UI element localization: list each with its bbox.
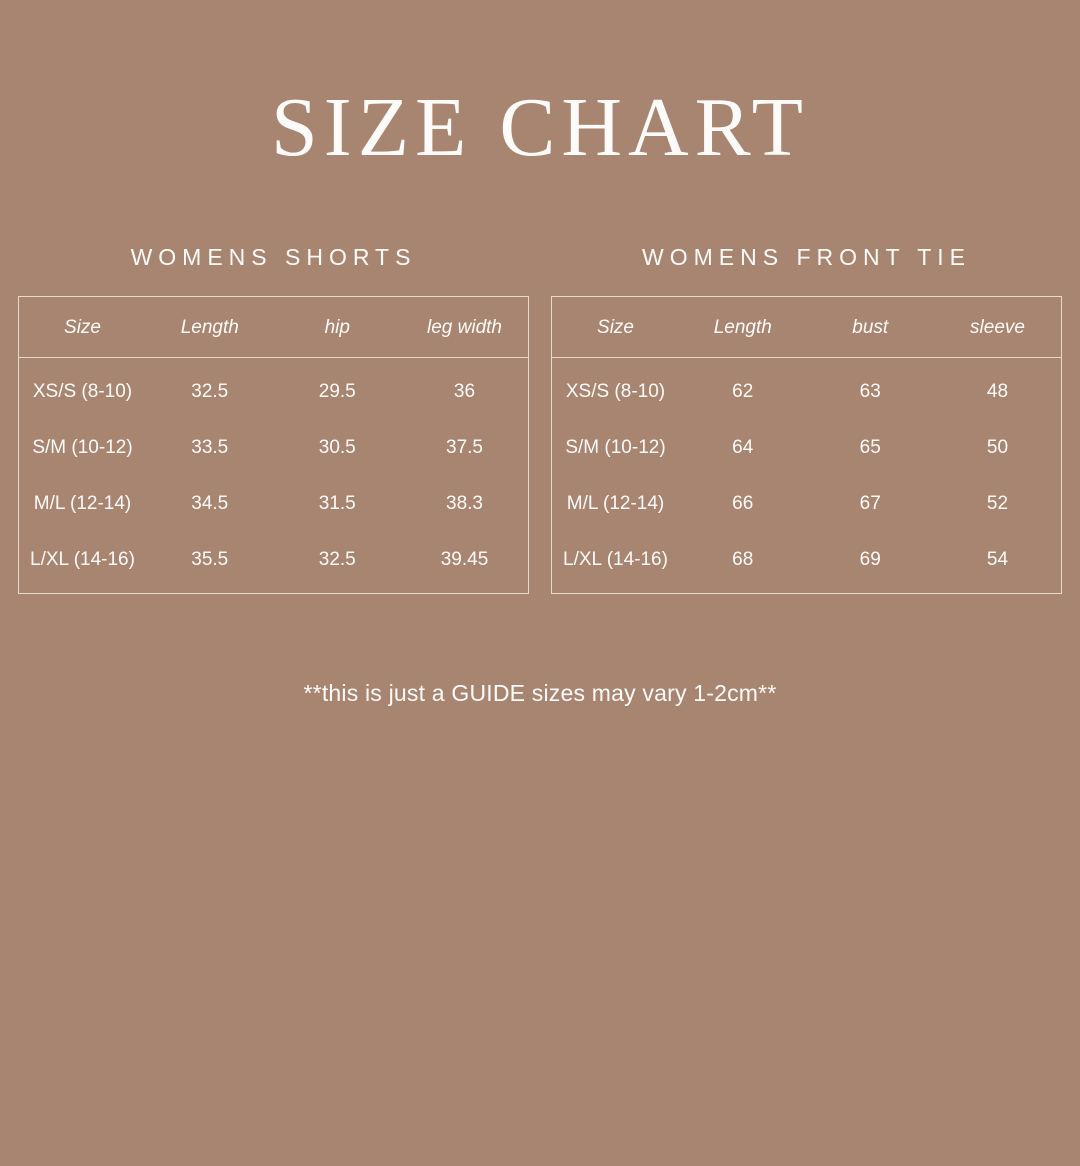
page-title: SIZE CHART — [271, 81, 809, 174]
cell-size: S/M (10-12) — [565, 437, 666, 458]
cell-leg-width: 36 — [453, 381, 476, 402]
cell-size: M/L (12-14) — [566, 493, 665, 514]
column-header-bust: bust — [807, 297, 935, 358]
table-body-shorts — [19, 358, 529, 594]
cell-size: L/XL (14-16) — [563, 549, 668, 570]
cell-hip: 31.5 — [318, 493, 356, 514]
cell-length: 33.5 — [191, 437, 229, 458]
cell-leg-width: 37.5 — [446, 437, 483, 458]
cell-size: S/M (10-12) — [32, 437, 133, 458]
column-header-length: Length — [146, 297, 274, 358]
cell-length: 64 — [732, 437, 754, 458]
cell-hip: 30.5 — [318, 437, 356, 458]
column-header-leg-width: leg width — [401, 297, 529, 358]
cell-size: XS/S (8-10) — [32, 381, 133, 402]
table-row — [19, 532, 529, 594]
cell-hip: 32.5 — [318, 549, 356, 570]
column-header-hip: hip — [274, 297, 402, 358]
table-header-shorts — [19, 297, 529, 358]
table-body-front-tie — [552, 358, 1062, 594]
cell-length: 62 — [732, 381, 754, 402]
cell-sleeve: 50 — [986, 437, 1009, 458]
cell-bust: 65 — [859, 437, 881, 458]
cell-size: XS/S (8-10) — [565, 381, 666, 402]
cell-size: M/L (12-14) — [33, 493, 132, 514]
cell-bust: 69 — [859, 549, 881, 570]
column-header-sleeve: sleeve — [934, 297, 1062, 358]
table-header-row — [552, 297, 1062, 358]
table-row — [19, 420, 529, 476]
column-header-size: Size — [19, 297, 147, 358]
cell-length: 34.5 — [191, 493, 229, 514]
cell-sleeve: 52 — [986, 493, 1009, 514]
size-table-block-front-tie — [551, 244, 1062, 594]
cell-bust: 67 — [859, 493, 881, 514]
cell-leg-width: 39.45 — [440, 549, 489, 570]
table-row — [19, 476, 529, 532]
column-header-size: Size — [552, 297, 680, 358]
column-header-length: Length — [679, 297, 807, 358]
cell-sleeve: 54 — [986, 549, 1009, 570]
table-row — [19, 358, 529, 421]
size-table-front-tie — [551, 296, 1062, 594]
table-row — [552, 420, 1062, 476]
table-header-row — [19, 297, 529, 358]
cell-leg-width: 38.3 — [446, 493, 483, 514]
cell-bust: 63 — [859, 381, 881, 402]
cell-sleeve: 48 — [986, 381, 1009, 402]
size-table-block-shorts — [18, 244, 529, 594]
cell-size: L/XL (14-16) — [30, 549, 135, 570]
table-heading-front-tie: WOMENS FRONT TIE — [642, 244, 971, 270]
cell-length: 66 — [732, 493, 754, 514]
table-header-front-tie — [552, 297, 1062, 358]
cell-length: 35.5 — [191, 549, 229, 570]
table-row — [552, 532, 1062, 594]
guide-footnote: **this is just a GUIDE sizes may vary 1-2cm** — [303, 680, 777, 706]
table-heading-shorts: WOMENS SHORTS — [130, 244, 417, 270]
cell-hip: 29.5 — [318, 381, 356, 402]
cell-length: 32.5 — [191, 381, 229, 402]
table-row — [552, 358, 1062, 421]
size-chart-page — [0, 81, 1080, 1166]
table-row — [552, 476, 1062, 532]
size-tables-container — [0, 244, 1080, 594]
cell-length: 68 — [732, 549, 754, 570]
size-table-shorts — [18, 296, 529, 594]
